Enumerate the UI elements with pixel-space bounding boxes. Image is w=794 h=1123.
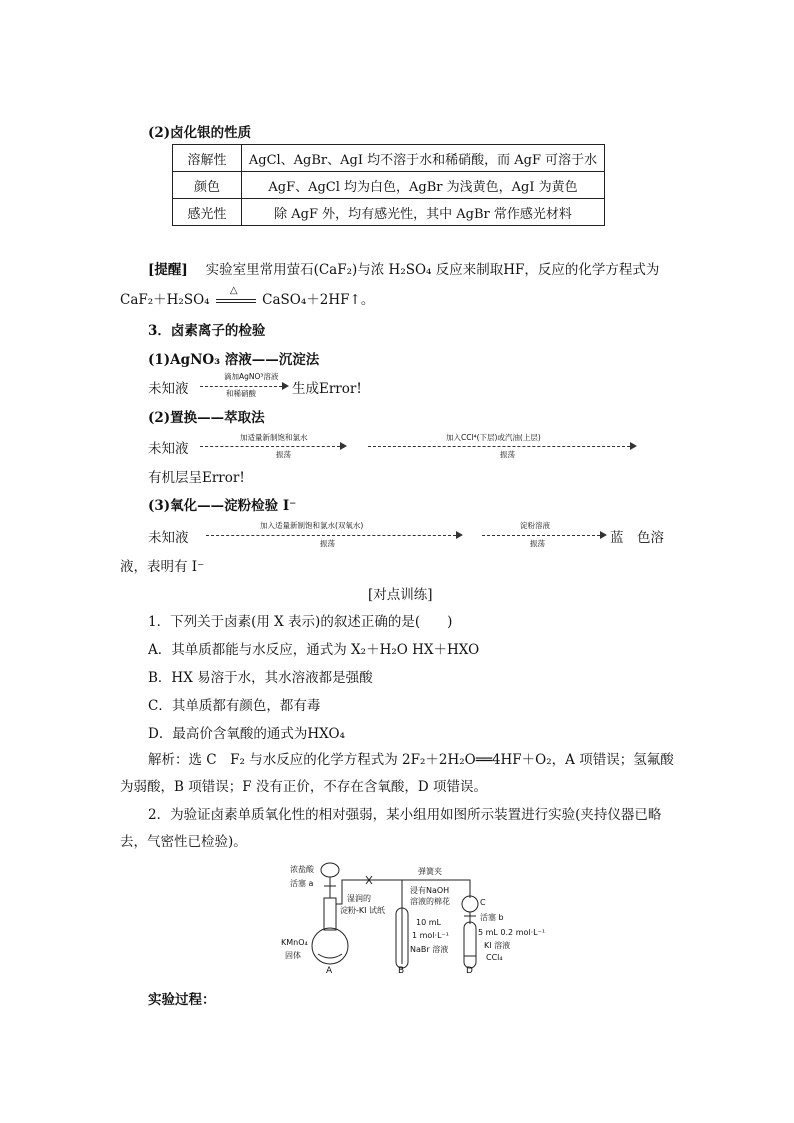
row-name: 溶解性 — [173, 145, 242, 172]
table-row — [173, 172, 605, 199]
table-row — [173, 145, 605, 172]
eq-condition: △ — [229, 284, 238, 296]
answer-line-2: 为弱酸，B 项错误；F 没有正价，不存在含氧酸，D 项错误。 — [120, 779, 487, 795]
method3-arrow1-bottom: 振荡 — [320, 539, 335, 548]
label-a: A — [326, 966, 333, 976]
method2-end: 有机层呈Error! — [148, 470, 245, 486]
method3-title: (3)氧化——淀粉检验 I⁻ — [148, 498, 297, 514]
question-1: 1．下列关于卤素(用 X 表示)的叙述正确的是( ) — [148, 614, 453, 630]
option-a: A．其单质都能与水反应，通式为 X₂＋H₂O HX＋HXO — [148, 642, 480, 658]
arrow-icon — [456, 531, 463, 539]
method1-title: (1)AgNO₃ 溶液——沉淀法 — [148, 352, 320, 368]
method3-arrow2-bottom: 振荡 — [530, 539, 545, 548]
label-b: B — [398, 966, 405, 976]
label-clip: 弹簧夹 — [418, 867, 442, 876]
row-desc: AgF、AgCl 均为白色，AgBr 为浅黄色，AgI 为黄色 — [242, 172, 605, 199]
row-name: 感光性 — [173, 199, 242, 226]
eq-right: CaSO₄＋2HF↑。 — [262, 292, 375, 308]
label-solid: 固体 — [285, 951, 301, 960]
option-c: C．其单质都有颜色，都有毒 — [148, 698, 321, 714]
method2-arrow1-bottom: 振荡 — [276, 450, 291, 459]
method1-arrow-top: 滴加AgNO³溶液 — [224, 372, 279, 381]
eq-arrow — [214, 284, 258, 308]
label-nabr-2: 1 mol·L⁻¹ — [412, 931, 449, 940]
silver-halide-table — [172, 144, 605, 226]
label-hcl: 浓盐酸 — [290, 865, 314, 874]
section-title: (2)卤化银的性质 — [148, 125, 252, 141]
arrow-icon — [600, 531, 607, 539]
tip-paragraph — [148, 258, 659, 278]
label-d: D — [466, 966, 473, 976]
arrow-icon — [340, 442, 347, 450]
eq-left: CaF₂＋H₂SO₄ — [120, 292, 210, 308]
method3-arrow1-top: 加入适量新制饱和氯水(双氧水) — [260, 521, 364, 530]
method1-arrow-bottom: 和稀硝酸 — [226, 389, 256, 398]
method3-start: 未知液 — [148, 530, 189, 546]
method1-end: 生成Error! — [292, 381, 362, 397]
label-ccl4: CCl₄ — [486, 953, 503, 962]
table-row — [173, 199, 605, 226]
answer-line-1: 解析：选 C F₂ 与水反应的化学方程式为 2F₂＋2H₂O══4HF＋O₂，A 项错误；氢氟酸 — [148, 752, 674, 768]
question-2-line-1: 2．为验证卤素单质氧化性的相对强弱，某小组用如图所示装置进行实验(夹持仪器已略 — [148, 807, 662, 823]
label-paper-2: 淀粉-KI 试纸 — [340, 906, 386, 915]
label-ki-2: KI 溶液 — [484, 941, 511, 950]
label-kmno4: KMnO₄ — [281, 938, 308, 947]
method2-start: 未知液 — [148, 441, 189, 457]
tip-label: [提醒] — [148, 262, 188, 278]
label-nabr-3: NaBr 溶液 — [410, 945, 449, 954]
equation — [120, 284, 375, 308]
option-d: D．最高价含氧酸的通式为HXO₄ — [148, 726, 345, 742]
row-name: 颜色 — [173, 172, 242, 199]
method3-end-continued: 液，表明有 I⁻ — [120, 559, 205, 575]
option-b: B．HX 易溶于水，其水溶液都是强酸 — [148, 670, 373, 686]
arrow-icon — [282, 382, 289, 390]
tip-text: 实验室里常用萤石(CaF₂)与浓 H₂SO₄ 反应来制取HF，反应的化学方程式为 — [205, 262, 660, 278]
method2-title: (2)置换——萃取法 — [148, 410, 265, 426]
question-2-line-2: 去，气密性已检验)。 — [120, 834, 247, 850]
row-desc: 除 AgF 外，均有感光性，其中 AgBr 常作感光材料 — [242, 199, 605, 226]
method2-arrow2-bottom: 振荡 — [500, 450, 515, 459]
method3-end: 蓝 色溶 — [610, 530, 664, 546]
label-paper-1: 湿润的 — [347, 894, 371, 903]
method2-arrow1-top: 加适量新制饱和氯水 — [240, 433, 308, 442]
method1-start: 未知液 — [148, 381, 189, 397]
label-c: C — [480, 898, 486, 907]
practice-heading: [对点训练] — [368, 587, 433, 603]
section3-title: 3．卤素离子的检验 — [148, 323, 266, 339]
row-desc: AgCl、AgBr、AgI 均不溶于水和稀硝酸，而 AgF 可溶于水 — [242, 145, 605, 172]
label-cotton-2: 溶液的棉花 — [410, 897, 450, 906]
arrow-icon — [630, 442, 637, 450]
method2-arrow2-top: 加入CCl⁴(下层)或汽油(上层) — [446, 433, 541, 442]
label-valve-a: 活塞 a — [290, 879, 314, 888]
label-nabr-1: 10 mL — [416, 918, 441, 927]
method3-arrow2-top: 淀粉溶液 — [520, 521, 550, 530]
label-cotton-1: 浸有NaOH — [410, 886, 450, 895]
label-ki-1: 5 mL 0.2 mol·L⁻¹ — [478, 928, 546, 937]
process-title: 实验过程： — [148, 992, 216, 1008]
label-valve-b: 活塞 b — [480, 913, 504, 922]
